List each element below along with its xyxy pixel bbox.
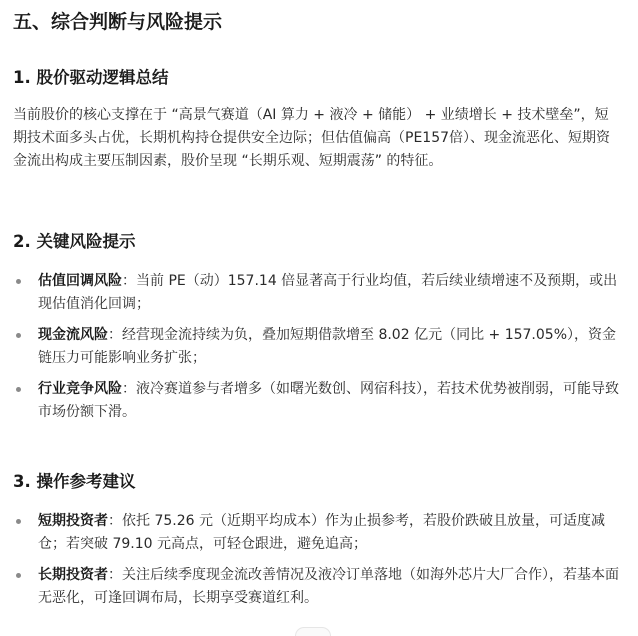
advice-text: ：关注后续季度现金流改善情况及液冷订单落地（如海外芯片大厂合作），若基本面无恶化，可逢回调布局，长期享受赛道红利。: [38, 567, 619, 606]
risk-list: [13, 270, 625, 424]
subsection-heading-advice: 3. 操作参考建议: [13, 472, 136, 491]
risk-text: ：经营现金流持续为负，叠加短期借款增至 8.02 亿元（同比 + 157.05%），资金链压力可能影响业务扩张；: [38, 327, 616, 366]
subsection-heading-drivers: 1. 股价驱动逻辑总结: [13, 68, 169, 87]
drivers-paragraph: 当前股价的核心支撑在于 “高景气赛道（AI 算力 + 液冷 + 储能） + 业绩增长 + 技术壁垒”，短期技术面多头占优，长期机构持仓提供安全边际；但估值偏高（PE157倍）、现金流恶化、短期资金流出构成主要压制因素，股价呈现 “长期乐观、短期震荡” 的特征。: [13, 107, 611, 169]
bullet-icon: [16, 387, 21, 392]
list-item: [13, 270, 625, 316]
advice-text: ：依托 75.26 元（近期平均成本）作为止损参考，若股价跌破且放量，可适度减仓；若突破 79.10 元高点，可轻仓跟进，避免追高；: [38, 513, 605, 552]
section-title: 五、综合判断与风险提示: [13, 11, 223, 33]
bullet-icon: [16, 279, 21, 284]
subsection-heading-risks: 2. 关键风险提示: [13, 232, 136, 251]
risk-text: ：液冷赛道参与者增多（如曙光数创、网宿科技），若技术优势被削弱，可能导致市场份额下滑。: [38, 381, 619, 420]
advice-list: [13, 510, 625, 610]
bullet-icon: [16, 333, 21, 338]
risk-text: ：当前 PE（动）157.14 倍显著高于行业均值，若后续业绩增速不及预期，或出现估值消化回调；: [38, 273, 618, 312]
risk-label: 行业竞争风险: [38, 381, 122, 397]
advice-label: 短期投资者: [38, 513, 108, 529]
list-item: [13, 510, 625, 556]
bullet-icon: [16, 519, 21, 524]
list-item: [13, 378, 625, 424]
list-item: [13, 564, 625, 610]
risk-label: 估值回调风险: [38, 273, 122, 289]
bullet-icon: [16, 573, 21, 578]
advice-label: 长期投资者: [38, 567, 108, 583]
list-item: [13, 324, 625, 370]
risk-label: 现金流风险: [38, 327, 108, 343]
